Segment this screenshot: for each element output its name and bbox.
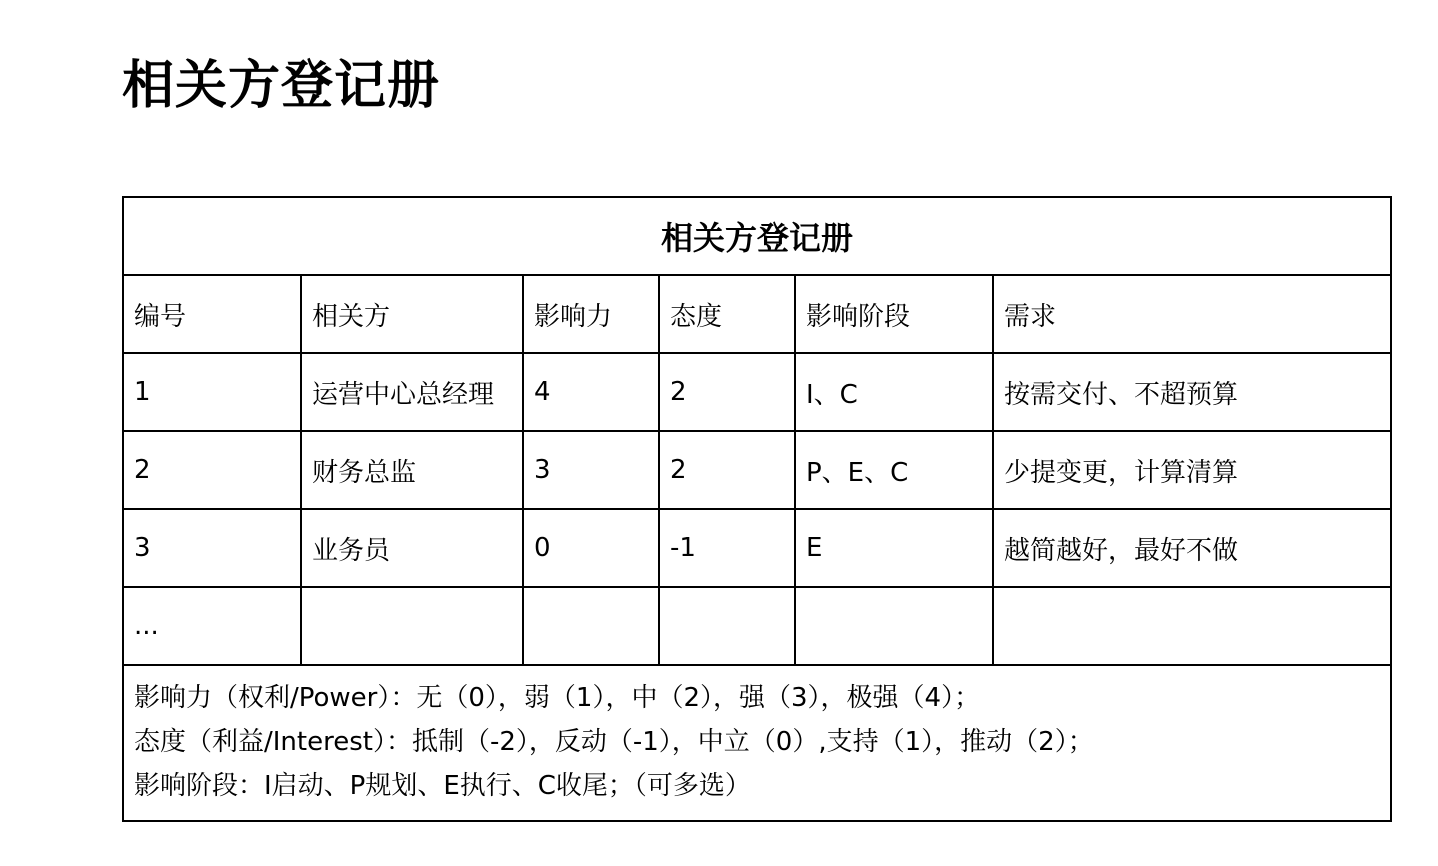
table-notes-row [123, 665, 1391, 821]
table-row [123, 431, 1391, 509]
table-row [123, 587, 1391, 665]
cell-stakeholder [301, 587, 523, 665]
cell-stakeholder: 运营中心总经理 [301, 353, 523, 431]
cell-attitude: 2 [659, 353, 795, 431]
note-phase-legend: 影响阶段：I启动、P规划、E执行、C收尾；（可多选） [134, 771, 751, 801]
cell-id: 1 [123, 353, 301, 431]
table-caption: 相关方登记册 [123, 197, 1391, 275]
table-notes [123, 665, 1391, 821]
stakeholder-register-table [122, 196, 1392, 822]
cell-attitude [659, 587, 795, 665]
cell-requirement: 少提变更，计算清算 [993, 431, 1391, 509]
cell-influence: 3 [523, 431, 659, 509]
header-attitude: 态度 [659, 275, 795, 353]
cell-influence: 0 [523, 509, 659, 587]
note-influence-scale: 影响力（权利/Power）：无（0），弱（1），中（2），强（3），极强（4）； [134, 683, 981, 713]
table-header-row [123, 275, 1391, 353]
table-row [123, 353, 1391, 431]
cell-id: ... [123, 587, 301, 665]
cell-requirement: 按需交付、不超预算 [993, 353, 1391, 431]
cell-stakeholder: 业务员 [301, 509, 523, 587]
cell-attitude: 2 [659, 431, 795, 509]
cell-phase: E [795, 509, 993, 587]
note-attitude-scale: 态度（利益/Interest）：抵制（-2），反动（-1），中立（0）,支持（1），推动（2）； [134, 727, 1094, 757]
cell-attitude: -1 [659, 509, 795, 587]
header-requirement: 需求 [993, 275, 1391, 353]
header-stakeholder: 相关方 [301, 275, 523, 353]
cell-influence: 4 [523, 353, 659, 431]
table-caption-row [123, 197, 1391, 275]
cell-phase: I、C [795, 353, 993, 431]
cell-id: 2 [123, 431, 301, 509]
table-row [123, 509, 1391, 587]
cell-phase: P、E、C [795, 431, 993, 509]
cell-requirement [993, 587, 1391, 665]
cell-stakeholder: 财务总监 [301, 431, 523, 509]
header-id: 编号 [123, 275, 301, 353]
cell-influence [523, 587, 659, 665]
page-title: 相关方登记册 [122, 56, 441, 116]
cell-id: 3 [123, 509, 301, 587]
header-phase: 影响阶段 [795, 275, 993, 353]
cell-requirement: 越简越好，最好不做 [993, 509, 1391, 587]
header-influence: 影响力 [523, 275, 659, 353]
cell-phase [795, 587, 993, 665]
